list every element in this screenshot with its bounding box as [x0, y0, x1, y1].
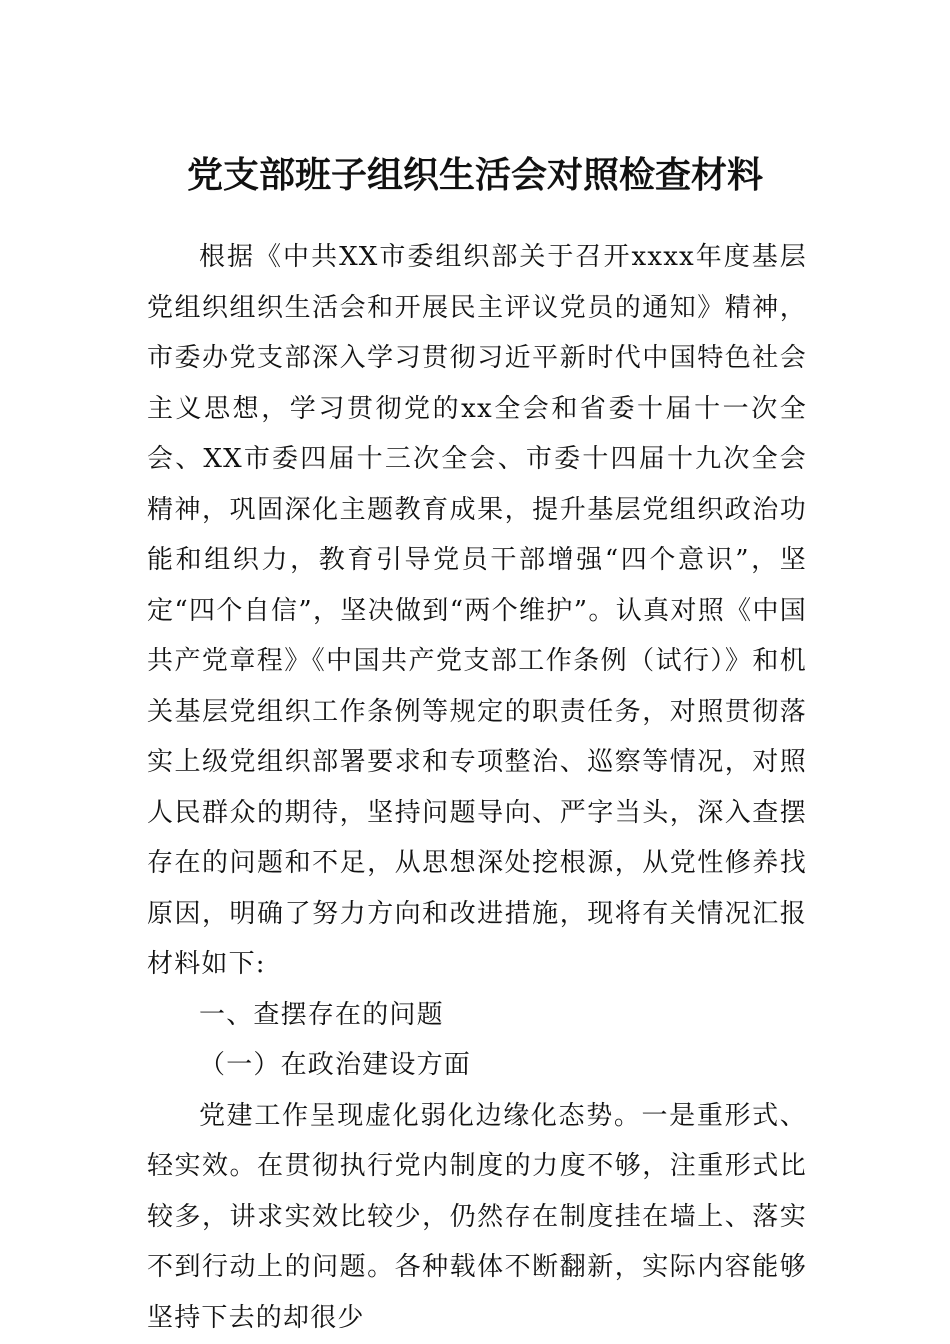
intro-paragraph: 根据《中共XX市委组织部关于召开xxxx年度基层党组织组织生活会和开展民主评议党员的通知》精神，市委办党支部深入学习贯彻习近平新时代中国特色社会主义思想，学习贯彻党的xx全会和省委十届十一次全会、XX市委四届十三次全会、市委十四届十九次全会精神，巩固深化主题教育成果，提升基层党组织政治功能和组织力，教育引导党员干部增强“四个意识”，坚定“四个自信”，坚决做到“两个维护”。认真对照《中国共产党章程》《中国共产党支部工作条例（试行）》和机关基层党组织工作条例等规定的职责任务，对照贯彻落实上级党组织部署要求和专项整治、巡察等情况，对照人民群众的期待，坚持问题导向、严字当头，深入查摆存在的问题和不足，从思想深处挖根源，从党性修养找原因，明确了努力方向和改进措施，现将有关情况汇报材料如下:	[147, 242, 807, 979]
section-heading: 一、查摆存在的问题	[199, 999, 444, 1030]
document-title: 党支部班子组织生活会对照检查材料	[186, 154, 763, 196]
subsection-heading: （一）在政治建设方面	[199, 1050, 472, 1080]
document-body	[147, 232, 807, 1343]
section-paragraph: 党建工作呈现虚化弱化边缘化态势。一是重形式、轻实效。在贯彻执行党内制度的力度不够，注重形式比较多，讲求实效比较少，仍然存在制度挂在墙上、落实不到行动上的问题。各种载体不断翻新，实际内容能够坚持下去的却很少	[147, 1100, 807, 1333]
